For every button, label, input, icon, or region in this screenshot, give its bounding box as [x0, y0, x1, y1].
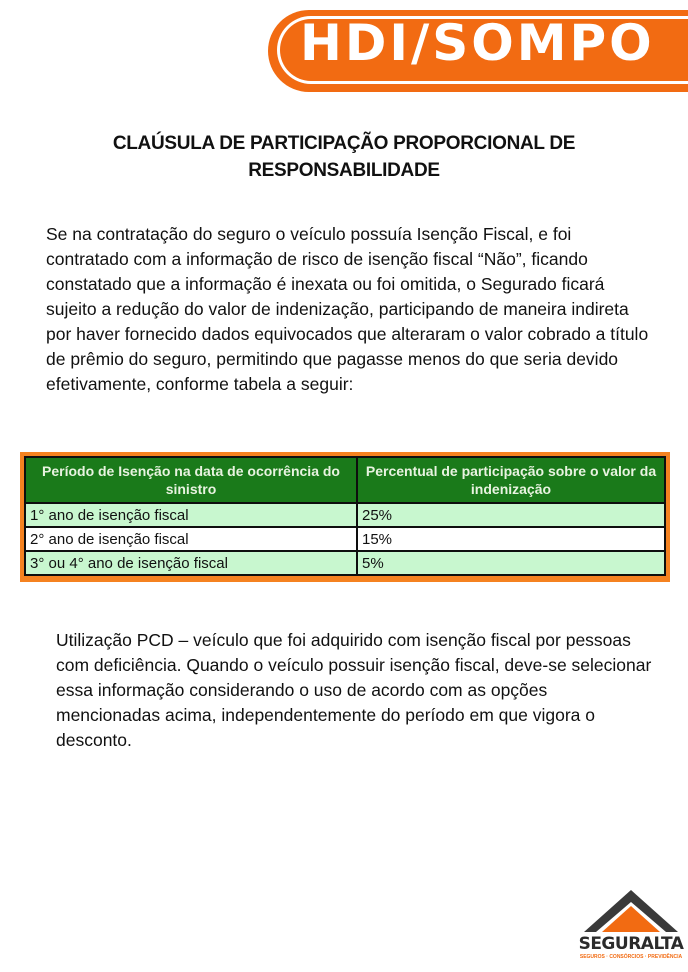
column-header-period: Período de Isenção na data de ocorrência do sinistro: [25, 457, 357, 503]
cell-period: 2° ano de isenção fiscal: [25, 527, 357, 551]
logo-name: SEGURALTA: [578, 934, 684, 954]
roof-icon: [578, 888, 684, 936]
participation-table: [24, 456, 666, 576]
table-row: [25, 527, 665, 551]
cell-percent: 15%: [357, 527, 665, 551]
cell-percent: 5%: [357, 551, 665, 575]
table-row: [25, 551, 665, 575]
pcd-lead: Utilização: [56, 630, 132, 650]
table-row: [25, 503, 665, 527]
column-header-percent: Percentual de participação sobre o valor da indenização: [357, 457, 665, 503]
logo-tagline: SEGUROS · CONSÓRCIOS · PREVIDÊNCIA: [579, 954, 683, 960]
page-title-line2: RESPONSABILIDADE: [248, 160, 440, 181]
participation-table-frame: [20, 452, 670, 582]
cell-period: 1° ano de isenção fiscal: [25, 503, 357, 527]
page-title: [0, 130, 688, 184]
pcd-body: PCD – veículo que foi adquirido com isenção fiscal por pessoas com deficiência. Quando o veículo possuir isenção fiscal, deve-se selecionar essa informação considerando o uso de acordo com as opções mencionadas acima, independentemente do período em que vigora o desconto.: [56, 630, 652, 750]
seguralta-logo: [578, 888, 684, 968]
cell-period: 3° ou 4° ano de isenção fiscal: [25, 551, 357, 575]
pcd-paragraph: [56, 628, 656, 753]
cell-percent: 25%: [357, 503, 665, 527]
intro-paragraph: Se na contratação do seguro o veículo possuía Isenção Fiscal, e foi contratado com a informação de risco de isenção fiscal “Não”, ficando constatado que a informação é inexata ou foi omitida, o Segurado ficará sujeito a redução do valor de indenização, participando de maneira indireta por haver fornecido dados equivocados que alteraram o valor cobrado a título de prêmio do seguro, permitindo que pagasse menos do que seria devido efetivamente, conforme tabela a seguir:: [46, 224, 649, 394]
brand-title: HDI/SOMPO: [300, 14, 655, 72]
page-title-line1: CLAÚSULA DE PARTICIPAÇÃO PROPORCIONAL DE: [112, 133, 576, 154]
table-header-row: [25, 457, 665, 503]
